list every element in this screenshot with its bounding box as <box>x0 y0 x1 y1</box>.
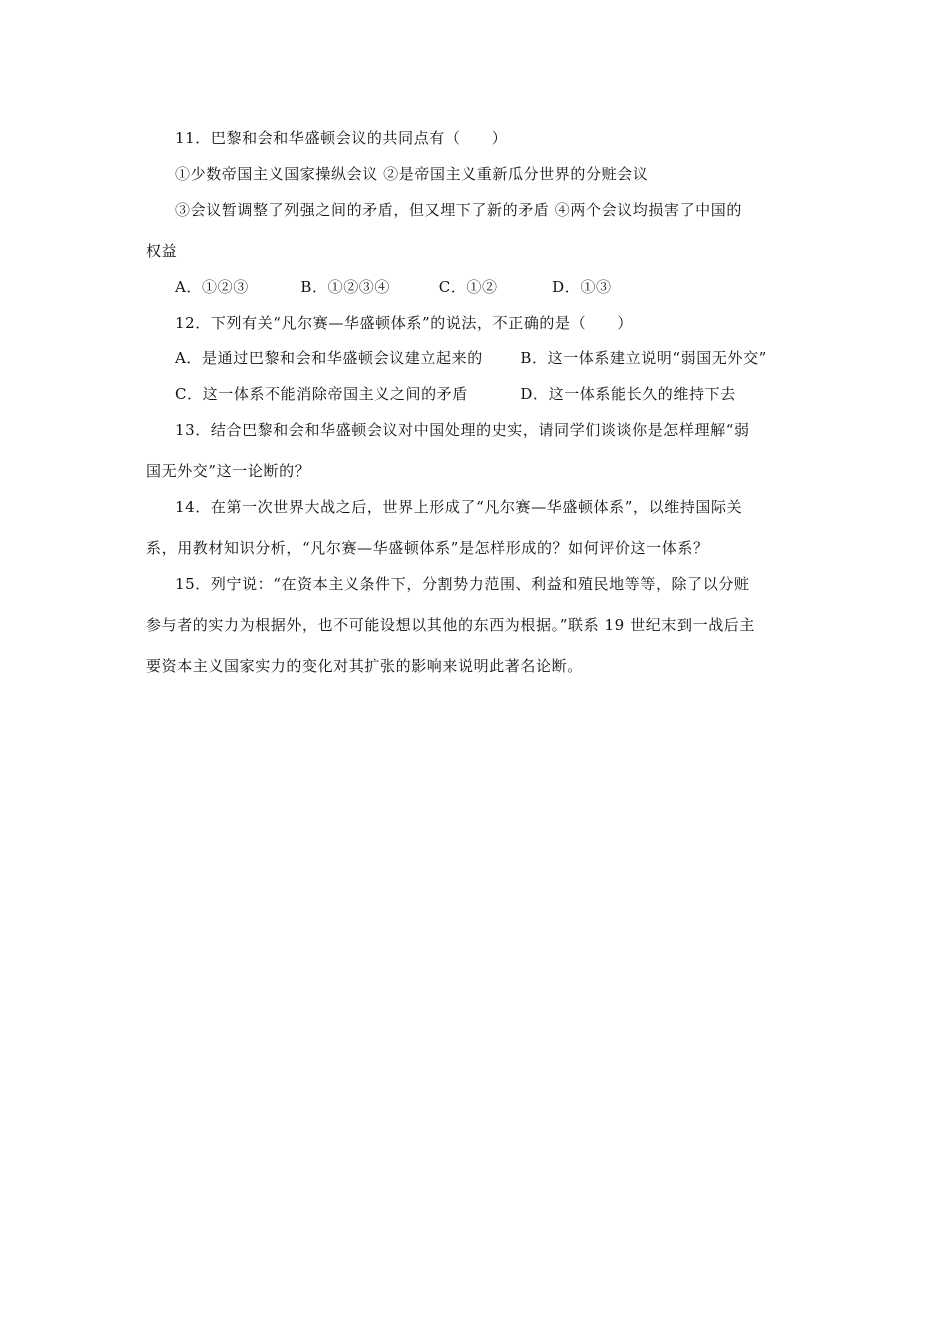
question-11-item-2-continued: 权益 <box>146 242 178 260</box>
question-12-options-row-1 <box>175 348 767 368</box>
question-15-line-2: 参与者的实力为根据外，也不可能设想以其他的东西为根据。”联系 19 世纪末到一战后主 <box>146 616 755 634</box>
question-13-line-2: 国无外交”这一论断的？ <box>146 462 311 480</box>
question-14-line-1: 14．在第一次世界大战之后，世界上形成了“凡尔赛—华盛顿体系”，以维持国际关 <box>175 498 743 516</box>
question-12-option-d: D．这一体系能长久的维持下去 <box>520 385 736 403</box>
question-11-option-b: B．①②③④ <box>300 278 390 296</box>
question-12-options-row-2 <box>175 384 736 404</box>
question-11-stem: 11．巴黎和会和华盛顿会议的共同点有（ ） <box>175 129 508 147</box>
question-12-option-a: A．是通过巴黎和会和华盛顿会议建立起来的 <box>175 349 483 367</box>
question-11-item-2: ③会议暂调整了列强之间的矛盾，但又埋下了新的矛盾 ④两个会议均损害了中国的 <box>175 201 742 219</box>
question-13-line-1: 13．结合巴黎和会和华盛顿会议对中国处理的史实，请同学们谈谈你是怎样理解“弱 <box>175 421 750 439</box>
question-15-line-3: 要资本主义国家实力的变化对其扩张的影响来说明此著名论断。 <box>146 657 583 675</box>
question-12-stem: 12．下列有关“凡尔赛—华盛顿体系”的说法，不正确的是（ ） <box>175 314 634 332</box>
question-11-options <box>175 277 612 297</box>
question-15-line-1: 15．列宁说：“在资本主义条件下，分割势力范围、利益和殖民地等等，除了以分赃 <box>175 575 750 593</box>
question-11-option-d: D．①③ <box>552 278 612 296</box>
question-12-option-b: B．这一体系建立说明“弱国无外交” <box>520 349 767 367</box>
question-11-option-a: A．①②③ <box>175 278 249 296</box>
question-12-option-c: C．这一体系不能消除帝国主义之间的矛盾 <box>175 385 468 403</box>
question-11-item-1: ①少数帝国主义国家操纵会议 ②是帝国主义重新瓜分世界的分赃会议 <box>175 165 649 183</box>
question-11-option-c: C．①② <box>438 278 498 296</box>
question-14-line-2: 系，用教材知识分析，“凡尔赛—华盛顿体系”是怎样形成的？如何评价这一体系？ <box>146 539 709 557</box>
